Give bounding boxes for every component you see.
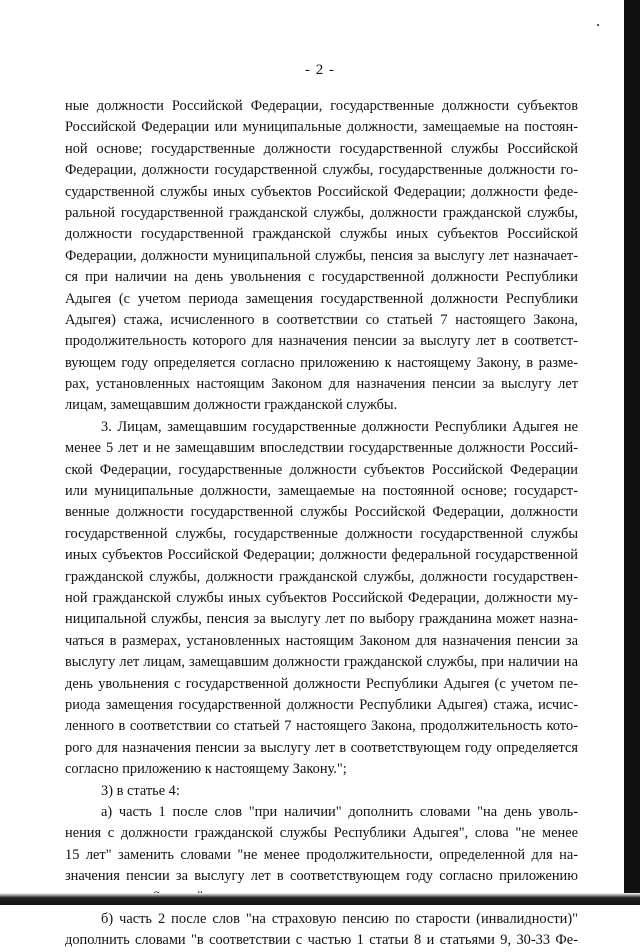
text-line: дополнить словами "в соответствии с частью 1 статьи 8 и статьями 9, 30-33 Фе-: [65, 932, 578, 949]
text-line: значения пенсии за выслугу лет в соответствующем году согласно приложению: [65, 868, 578, 885]
scan-speck: [597, 24, 599, 26]
text-line: продолжительность которого для назначения пенсии за выслугу лет в соответст-: [65, 333, 578, 350]
text-line: 15 лет" заменить словами "не менее продолжительности, определенной для на-: [65, 846, 578, 863]
text-line: Адыгея (с учетом периода замещения государственной должности Республики: [65, 290, 578, 307]
text-line: иных субъектов Российской Федерации; должности федеральной государственной: [65, 547, 578, 564]
text-line: сударственной службы иных субъектов Российской Федерации; должности феде-: [65, 183, 578, 200]
text-line: рого для назначения пенсии за выслугу лет в соответствующем году определяется: [65, 739, 578, 756]
scan-edge-shadow: [624, 0, 640, 905]
text-line: ской Федерации, государственные должности субъектов Российской Федерации: [65, 461, 578, 478]
text-line: менее 5 лет и не замещавшим впоследствии государственные должности Россий-: [65, 440, 578, 457]
text-line: или муниципальные должности, замещаемые на постоянной основе; государст-: [65, 483, 578, 500]
text-line: а) часть 1 после слов "при наличии" дополнить словами "на день уволь-: [101, 803, 578, 820]
text-line: день увольнения с государственной должности Республики Адыгея (с учетом пе-: [65, 675, 578, 692]
text-line: ленного в соответствии со статьей 7 настоящего Закона, продолжительность кото-: [65, 718, 578, 735]
document-body: [65, 96, 578, 952]
text-line: 3) в статье 4:: [101, 782, 180, 799]
text-line: Адыгея) стажа, исчисленного в соответствии со статьей 7 настоящего Закона,: [65, 311, 578, 328]
text-line: 3. Лицам, замещавшим государственные должности Республики Адыгея не: [101, 418, 578, 435]
text-line: вующем году определяется согласно приложению к настоящему Закону, в разме-: [65, 354, 578, 371]
text-line: Российской Федерации или муниципальные должности, замещаемые на постоян-: [65, 119, 578, 136]
text-line: ные должности Российской Федерации, государственные должности субъектов: [65, 98, 578, 114]
text-line: ральной государственной гражданской службы, должности гражданской службы,: [65, 204, 578, 221]
text-line: б) часть 2 после слов "на страховую пенсию по старости (инвалидности)": [101, 910, 578, 927]
scan-bottom-shadow: [0, 893, 640, 905]
text-line: должности государственной гражданской службы иных субъектов Российской: [65, 226, 578, 243]
text-line: ниципальной службы, пенсия за выслугу лет по выбору гражданина может назна-: [65, 611, 578, 628]
page-number: - 2 -: [305, 62, 335, 78]
text-line: нения с должности гражданской службы Республики Адыгея", слова "не менее: [65, 825, 578, 842]
text-line: ной основе; государственные должности государственной службы Российской: [65, 140, 578, 157]
text-line: чаться в размерах, установленных настоящим Законом для назначения пенсии за: [65, 632, 578, 649]
text-line: ся при наличии на день увольнения с государственной должности Республики: [65, 269, 578, 286]
text-line: риода замещения государственной должности Республики Адыгея) стажа, исчис-: [65, 696, 578, 713]
text-line: государственной службы, государственные должности государственной службы: [65, 525, 578, 542]
text-line: гражданской службы, должности гражданской службы, должности государствен-: [65, 568, 578, 585]
text-line: Федерации, должности государственной службы, государственные должности го-: [65, 162, 578, 179]
text-line: рах, установленных настоящим Законом для назначения пенсии за выслугу лет: [65, 376, 578, 393]
text-line: ной гражданской службы иных субъектов Российской Федерации, должности му-: [65, 589, 578, 606]
text-line: согласно приложению к настоящему Закону.";: [65, 761, 347, 778]
text-line: венные должности государственной службы Российской Федерации, должности: [65, 504, 578, 521]
text-line: лицам, замещавшим должности гражданской службы.: [65, 397, 398, 414]
text-line: выслугу лет лицам, замещавшим должности гражданской службы, при наличии на: [65, 654, 578, 671]
text-line: Федерации, должности муниципальной службы, пенсия за выслугу лет назначает-: [65, 247, 578, 264]
